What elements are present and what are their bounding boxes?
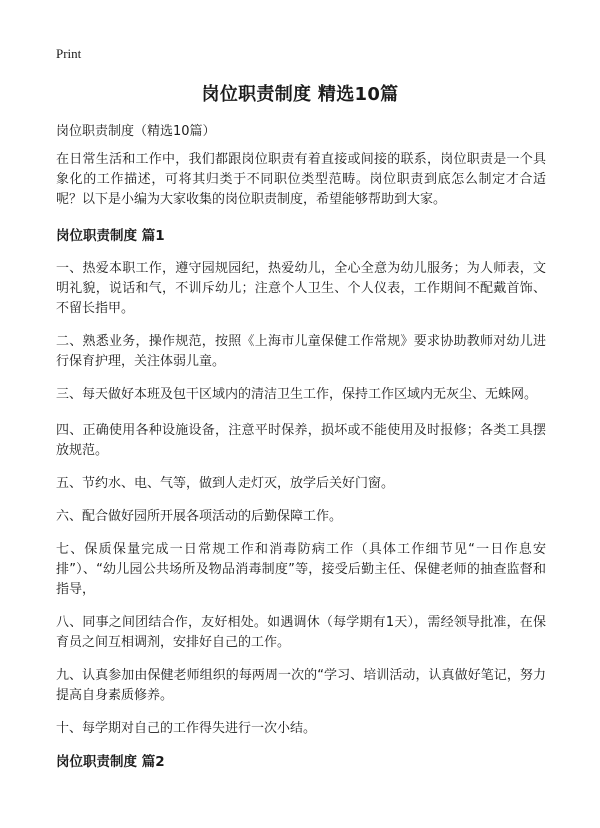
document-subtitle: 岗位职责制度（精选10篇） xyxy=(56,124,216,139)
duty-item-5: 五、节约水、电、气等，做到人走灯灭，放学后关好门窗。 xyxy=(56,476,395,491)
duty-item-6: 六、配合做好园所开展各项活动的后勤保障工作。 xyxy=(56,509,343,524)
duty-item-4: 四、正确使用各种设施设备，注意平时保养，损坏或不能使用及时报修；各类工具摆放规范。 xyxy=(56,423,546,458)
print-link[interactable]: Print xyxy=(56,46,82,61)
intro-paragraph: 在日常生活和工作中，我们都跟岗位职责有着直接或间接的联系，岗位职责是一个具象化的工作描述，可将其归类于不同职位类型范畴。岗位职责到底怎么制定才合适呢？以下是小编为大家收集的岗位职责制度，希望能够帮助到大家。 xyxy=(56,152,546,207)
document-title: 岗位职责制度 精选10篇 xyxy=(201,84,399,105)
duty-item-9: 九、认真参加由保健老师组织的每两周一次的“学习、培训活动，认真做好笔记，努力提高自身素质修养。 xyxy=(56,668,546,703)
duty-item-10: 十、每学期对自己的工作得失进行一次小结。 xyxy=(56,721,317,736)
document-body xyxy=(56,150,546,785)
duty-item-1: 一、热爱本职工作，遵守园规园纪，热爱幼儿，全心全意为幼儿服务；为人师表，文明礼貌，说话和气，不训斥幼儿；注意个人卫生、个人仪表，工作期间不配戴首饰、不留长指甲。 xyxy=(56,261,546,316)
duty-item-2: 二、熟悉业务，操作规范，按照《上海市儿童保健工作常规》要求协助教师对幼儿进行保育护理，关注体弱儿童。 xyxy=(56,334,546,369)
section-heading-1: 岗位职责制度 篇1 xyxy=(56,228,165,244)
duty-item-3: 三、每天做好本班及包干区域内的清洁卫生工作，保持工作区域内无灰尘、无蛛网。 xyxy=(56,387,538,402)
section-heading-2: 岗位职责制度 篇2 xyxy=(56,754,165,770)
duty-item-8: 八、同事之间团结合作，友好相处。如遇调休（每学期有1天），需经领导批准，在保育员之间互相调剂，安排好自己的工作。 xyxy=(56,615,546,650)
duty-item-7: 七、保质保量完成一日常规工作和消毒防病工作（具体工作细节见“一日作息安排”）、“幼儿园公共场所及物品消毒制度”等，接受后勤主任、保健老师的抽查监督和指导， xyxy=(56,542,546,597)
